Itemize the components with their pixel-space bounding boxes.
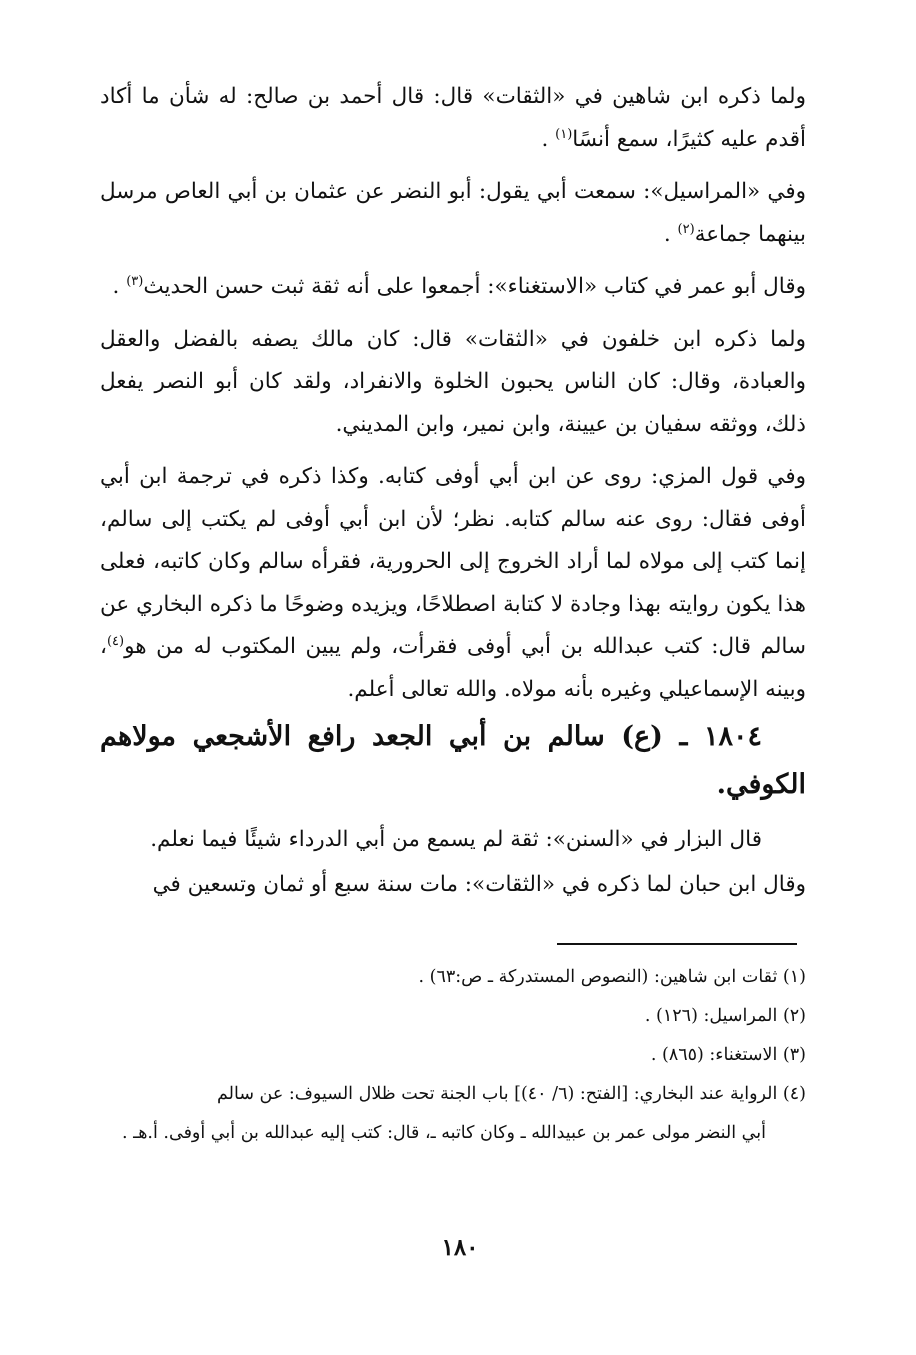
- footnote-3: (٣) الاستغناء: (٨٦٥) .: [650, 1045, 806, 1065]
- paragraph-ibn-shahin: ولما ذكره ابن شاهين في «الثقات» قال: قال أحمد بن صالح: له شأن ما أكاد أقدم عليه كثيرًا، سمع أنسًا$^{(١)}$ .: [100, 84, 806, 152]
- footnote-4-continuation: أبي النضر مولى عمر بن عبيدالله ـ وكان كاتبه ـ، قال: كتب إليه عبدالله بن أبي أوفى. أ.هـ .: [121, 1123, 766, 1143]
- page-number: ١٨٠: [441, 1234, 479, 1261]
- entry-line-bazzar: قال البزار في «السنن»: ثقة لم يسمع من أبي الدرداء شيئًا فيما نعلم.: [150, 827, 762, 852]
- footnotes: [100, 958, 806, 1153]
- footnote-ref-4: (٤): [106, 633, 125, 649]
- paragraph-istighna: وقال أبو عمر في كتاب «الاستغناء»: أجمعوا على أنه ثقة ثبت حسن الحديث$^{(٣)}$ .: [112, 273, 806, 299]
- entry-heading: ١٨٠٤ ـ (ع) سالم بن أبي الجعد رافع الأشجعي مولاهم الكوفي.: [100, 721, 806, 800]
- main-text: [100, 76, 806, 908]
- footnote-4: (٤) الرواية عند البخاري: [الفتح: (٦/ ٤٠)] باب الجنة تحت ظلال السيوف: عن سالم: [217, 1084, 806, 1104]
- paragraph-mizzi: وفي قول المزي: روى عن ابن أبي أوفى كتابه. وكذا ذكره في ترجمة ابن أبي أوفى فقال: روى عنه سالم كتابه. نظر؛ لأن ابن أبي أوفى لم يكتب إلى سالم، إنما كتب إلى مولاه لما أراد الخروج إلى الحرورية، فقرأه سالم وكان كاتبه، فعلى هذا يكون روايته بهذا وجادة لا كتابة اصطلاحًا، ويزيده وضوحًا ما ذكره البخاري عن سالم قال: كتب عبدالله بن أبي أوفى فقرأت، ولم يبين المكتوب له من هو$^{(٤)}$، وبينه الإسماعيلي وغيره بأنه مولاه. والله تعالى أعلم.: [100, 464, 806, 702]
- paragraph-marasil: وفي «المراسيل»: سمعت أبي يقول: أبو النضر عن عثمان بن أبي العاص مرسل بينهما جماعة$^{(٢)}$ .: [100, 179, 806, 247]
- footnote-2: (٢) المراسيل: (١٢٦) .: [644, 1006, 806, 1026]
- footnote-ref-3: (٣): [126, 273, 144, 289]
- footnote-1: (١) ثقات ابن شاهين: (النصوص المستدركة ـ ص:٦٣) .: [418, 967, 806, 987]
- footnote-ref-2: (٢): [677, 221, 695, 237]
- entry-line-ibn-hibban: وقال ابن حبان لما ذكره في «الثقات»: مات سنة سبع أو ثمان وتسعين في: [152, 871, 806, 897]
- footnote-ref-1: (١): [555, 126, 573, 142]
- paragraph-ibn-khalfun: ولما ذكره ابن خلفون في «الثقات» قال: كان مالك يصفه بالفضل والعقل والعبادة، وقال: كان الناس يحبون الخلوة والانفراد، ولقد كان أبو النصر يفعل ذلك، ووثقه سفيان بن عيينة، وابن نمير، وابن المديني.: [100, 326, 806, 437]
- footnote-divider: [557, 943, 797, 945]
